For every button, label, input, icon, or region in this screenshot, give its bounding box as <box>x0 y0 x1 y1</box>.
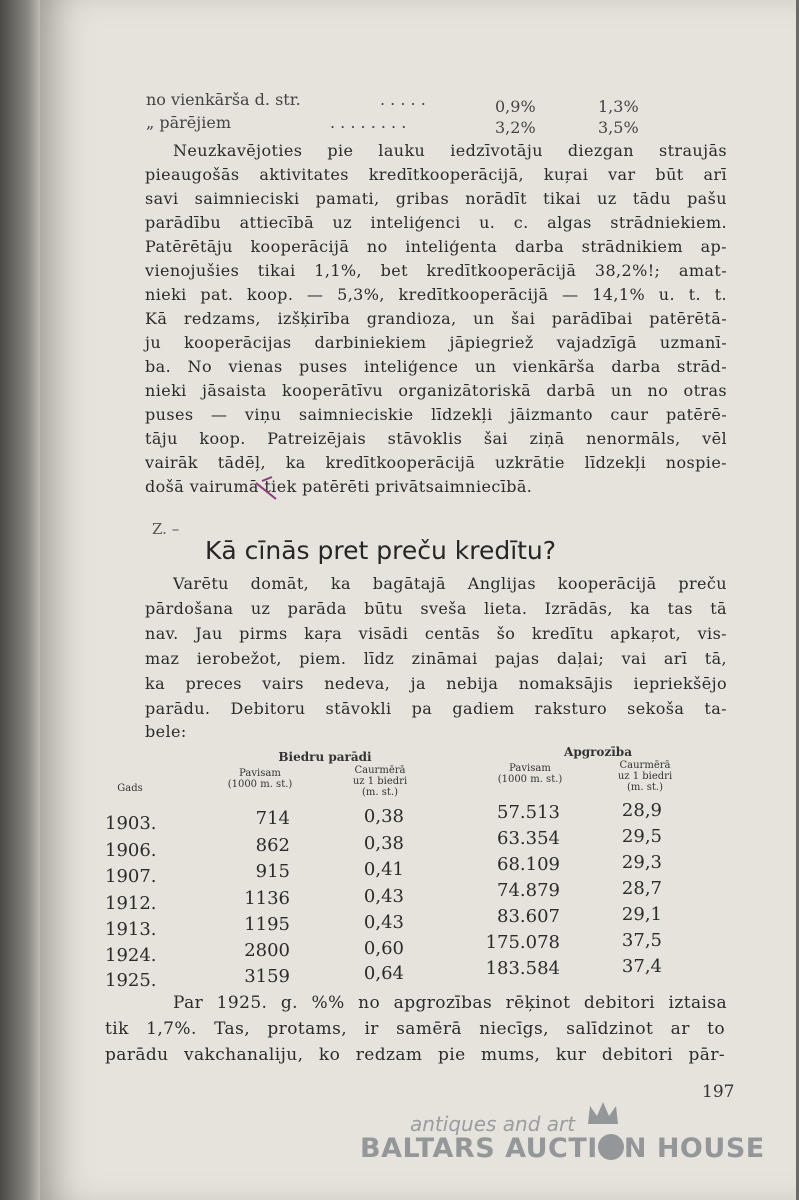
table-cell: 29,5 <box>621 826 662 847</box>
table-cell-year: 1925. <box>105 970 157 991</box>
watermark-tagline: antiques and art <box>410 1112 576 1136</box>
paragraph-line: nav. Jau pirms kaŗa visādi centās šo kredītu apkaŗot, vis- <box>145 624 727 643</box>
book-spine-shadow <box>0 0 40 1200</box>
paragraph-line: Kā redzams, izšķirība grandioza, un šai parādībai patērētā- <box>145 309 727 328</box>
table-sub-header: Caurmērā uz 1 biedri (m. st.) <box>352 765 408 798</box>
table-cell: 29,3 <box>621 852 662 873</box>
section-marker: Z. – <box>152 520 180 538</box>
table-cell: 74.879 <box>497 880 560 901</box>
top-row-label: „ pārējiem <box>146 113 231 132</box>
table-cell-year: 1903. <box>105 813 157 834</box>
crown-icon <box>586 1100 620 1126</box>
paragraph-line: ba. No vienas puses inteliģence un vienkārša darba strād- <box>145 357 727 376</box>
table-cell: 175.078 <box>485 932 560 953</box>
paragraph-line: pārdošana uz parāda būtu sveša lieta. Izrādās, ka tas tā <box>145 599 727 618</box>
logo-circle-icon <box>598 1134 624 1160</box>
table-cell: 2800 <box>244 940 290 961</box>
table-sub-header: Pavisam (1000 m. st.) <box>497 763 563 785</box>
top-row-value: 3,2% <box>495 118 536 137</box>
table-group-header: Biedru parādi <box>278 750 372 764</box>
top-row-dots: . . . . . <box>380 90 426 109</box>
top-row-value: 3,5% <box>598 118 639 137</box>
table-cell: 83.607 <box>497 906 560 927</box>
paragraph-line: vairāk tādēļ, ka kredītkooperācijā uzkrātie līdzekļi nospie- <box>145 453 727 472</box>
table-cell-year: 1906. <box>105 840 157 861</box>
paragraph-line: parādu vakchanaliju, ko redzam pie mums, kur debitori pār- <box>105 1045 725 1065</box>
table-cell: 0,41 <box>363 859 404 880</box>
paragraph-line: pieaugošās aktivitates kredītkooperācijā, kuŗai var būt arī <box>145 165 727 184</box>
paragraph-line: Varētu domāt, ka bagātajā Anglijas kooperācijā preču <box>173 574 727 593</box>
table-cell: 28,9 <box>621 800 662 821</box>
table-cell-year: 1912. <box>105 893 157 914</box>
table-cell: 183.584 <box>485 958 560 979</box>
paragraph-line: Patērētāju kooperācijā no inteliģenta darba strādnikiem ap- <box>145 237 727 256</box>
table-cell: 28,7 <box>621 878 662 899</box>
page-number: 197 <box>702 1082 735 1102</box>
table-cell: 714 <box>255 808 290 829</box>
paragraph-line: došā vairumā tiek patērēti privātsaimniecībā. <box>145 477 533 496</box>
table-cell: 862 <box>255 835 290 856</box>
table-cell: 0,43 <box>363 912 404 933</box>
section-heading: Kā cīnās pret preču kredītu? <box>205 536 557 565</box>
table-cell: 37,5 <box>621 930 662 951</box>
paragraph-line: savi saimnieciski pamati, gribas norādīt tikai uz tādu pašu <box>145 189 727 208</box>
table-cell: 68.109 <box>497 854 560 875</box>
top-row-value: 1,3% <box>598 97 639 116</box>
paragraph-line: tāju koop. Patreizējais stāvoklis šai ziņā nenormāls, vēl <box>145 429 727 448</box>
paragraph-line: bele: <box>145 722 187 741</box>
table-cell: 0,38 <box>363 833 404 854</box>
paragraph-line: vienojušies tikai 1,1%, bet kredītkooperācijā 38,2%!; amat- <box>145 261 727 280</box>
table-cell-year: 1907. <box>105 866 157 887</box>
table-cell: 3159 <box>244 966 290 987</box>
paragraph-line: parādu. Debitoru stāvokli pa gadiem raksturo sekoša ta- <box>145 699 727 718</box>
paragraph-line: puses — viņu saimnieciskie līdzekļi jāizmanto caur patērē- <box>145 405 727 424</box>
table-cell: 0,64 <box>363 963 404 984</box>
table-cell: 37,4 <box>621 956 662 977</box>
paragraph-line: nieki jāsaista kooperātīvu organizātoriskā darbā un no otras <box>145 381 727 400</box>
paragraph-line: tik 1,7%. Tas, protams, ir samērā niecīgs, salīdzinot ar to <box>105 1019 725 1039</box>
paragraph-line: maz ierobežot, piem. līdz zināmai pajas daļai; vai arī tā, <box>145 649 727 668</box>
table-cell: 0,60 <box>363 938 404 959</box>
table-cell: 1136 <box>244 888 290 909</box>
paragraph-line: ka preces vairs nedeva, ja nebija nomaksājis iepriekšējo <box>145 674 727 693</box>
table-cell: 57.513 <box>497 802 560 823</box>
table-cell: 0,38 <box>363 806 404 827</box>
handwritten-mark-icon <box>252 475 292 505</box>
paragraph-line: Neuzkavējoties pie lauku iedzīvotāju diezgan straujās <box>173 141 727 160</box>
table-cell: 63.354 <box>497 828 560 849</box>
paragraph-line: ju kooperācijas darbiniekiem jāpiegriež vajadzīgā uzmanī- <box>145 333 727 352</box>
table-cell-year: 1924. <box>105 945 157 966</box>
table-group-header: Apgrozība <box>564 745 632 759</box>
table-header-year: Gads <box>117 783 143 794</box>
paragraph-line: parādību attiecībā uz inteliģenci u. c. algas strādniekiem. <box>145 213 727 232</box>
table-cell: 915 <box>255 861 290 882</box>
book-page <box>40 0 796 1200</box>
paragraph-line: nieki pat. koop. — 5,3%, kredītkooperācijā — 14,1% u. t. t. <box>145 285 727 304</box>
table-sub-header: Pavisam (1000 m. st.) <box>227 768 293 790</box>
table-cell-year: 1913. <box>105 919 157 940</box>
top-row-dots: . . . . . . . . <box>330 113 407 132</box>
table-sub-header: Caurmērā uz 1 biedri (m. st.) <box>617 760 673 793</box>
table-cell: 1195 <box>244 914 290 935</box>
table-cell: 0,43 <box>363 886 404 907</box>
top-row-label: no vienkārša d. str. <box>146 90 301 109</box>
watermark-brand: BALTARS AUCTI N HOUSE <box>360 1133 765 1164</box>
top-row-value: 0,9% <box>495 97 536 116</box>
table-cell: 29,1 <box>621 904 662 925</box>
paragraph-line: Par 1925. g. %% no apgrozības rēķinot debitori iztaisa <box>173 993 727 1013</box>
